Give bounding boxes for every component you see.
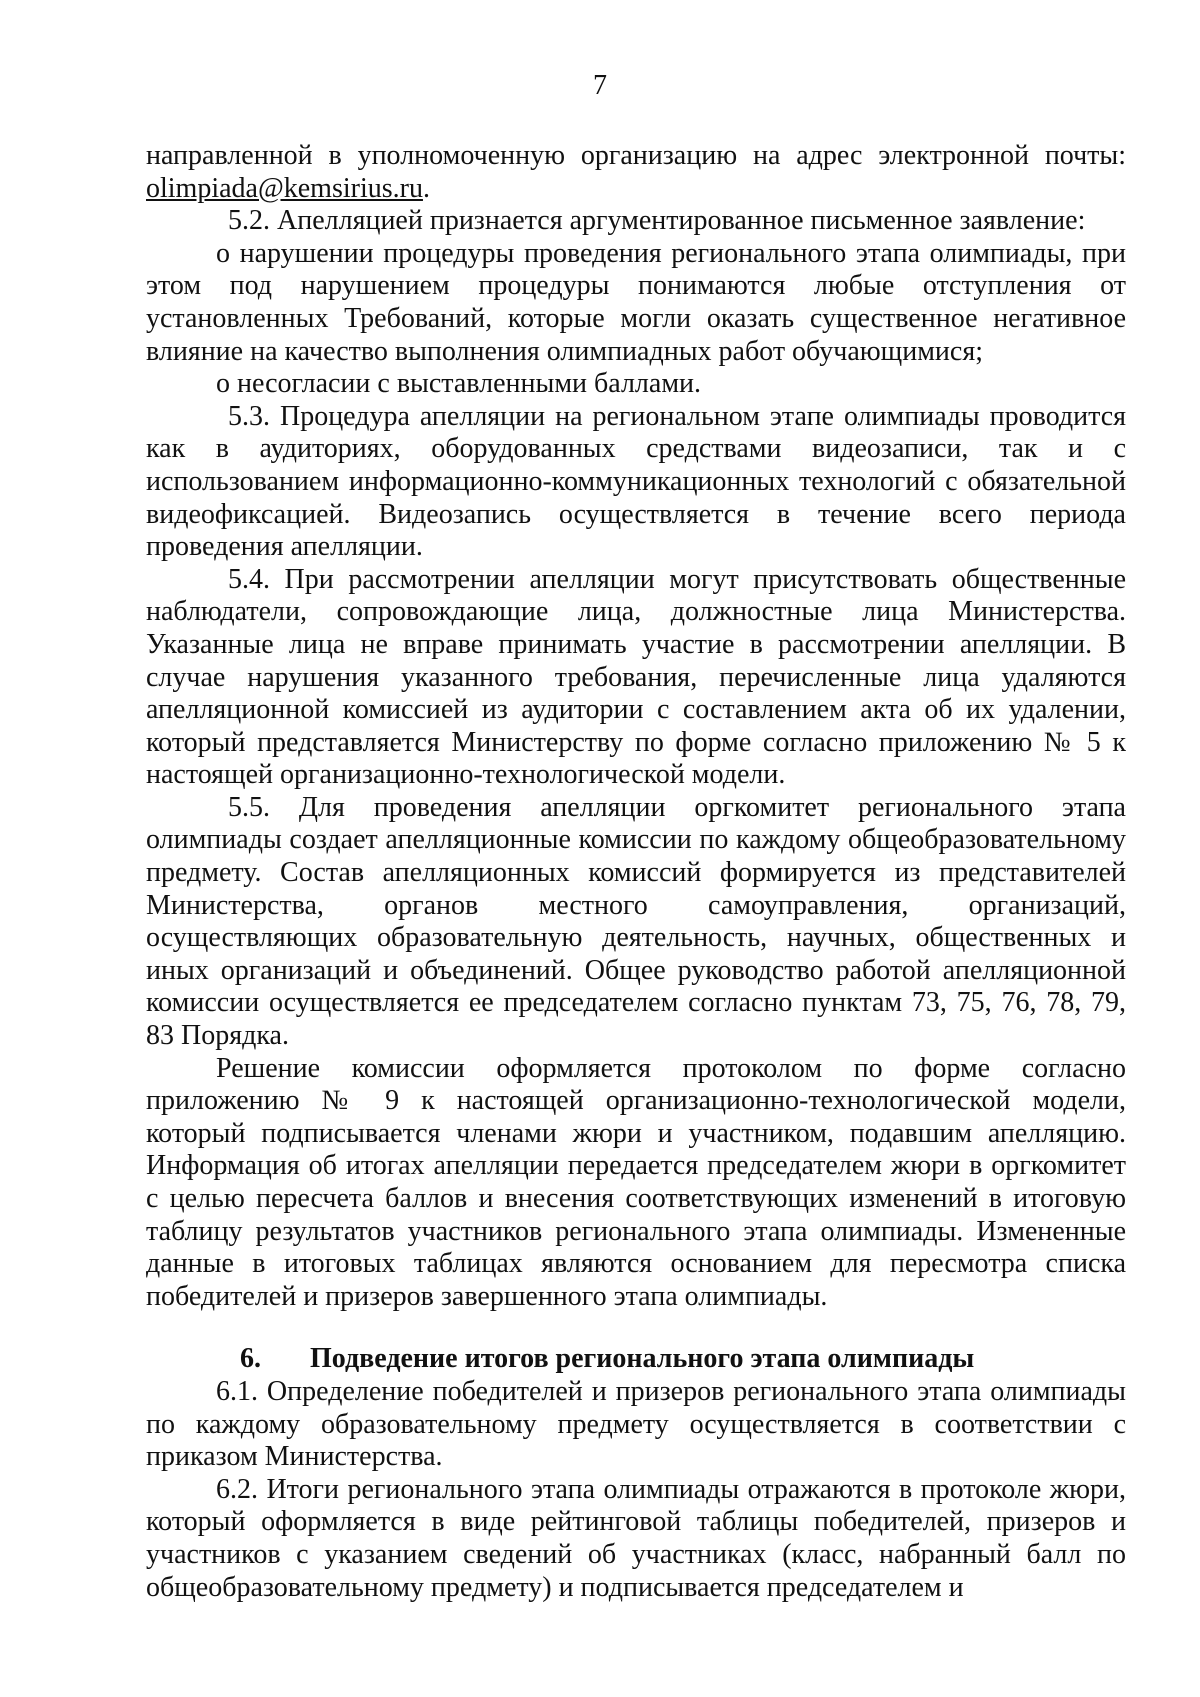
section-title: Подведение итогов регионального этапа олимпиады [310, 1343, 975, 1375]
email-link[interactable]: olimpiada@kemsirius.ru [146, 172, 423, 204]
paragraph-6-2: 6.2. Итоги регионального этапа олимпиады отражаются в протоколе жюри, который оформляется в виде рейтинговой таблицы победителей, призеров и участников с указанием сведений об участниках (класс, набранный балл по общеобразовательному предмету) и подписывается председателем и [146, 1473, 1126, 1603]
paragraph-punct: . [422, 172, 430, 204]
paragraph-5-2-item-b: о несогласии с выставленными баллами. [216, 368, 702, 400]
spacer [146, 1313, 1126, 1343]
paragraph-text: направленной в уполномоченную организацию на адрес электронной почты: [146, 140, 1126, 171]
document-body [146, 140, 1126, 1604]
paragraph-5-5: 5.5. Для проведения апелляции оргкомитет регионального этапа олимпиады создает апелляционные комиссии по каждому общеобразовательному предмету. Состав апелляционных комиссий формируется из представителей Министерства, органов местного самоуправления, организаций, осуществляющих образовательную деятельность, научных, общественных и иных организаций и объединений. Общее руководство работой апелляционной комиссии осуществляется ее председателем согласно пунктам 73, 75, 76, 78, 79, 83 Порядка. [146, 791, 1126, 1052]
section-number: 6. [240, 1343, 261, 1375]
paragraph-6-1: 6.1. Определение победителей и призеров регионального этапа олимпиады по каждому образовательному предмету осуществляется в соответствии с приказом Министерства. [146, 1375, 1126, 1473]
paragraph-5-2-item-a: о нарушении процедуры проведения регионального этапа олимпиады, при этом под нарушением процедуры понимаются любые отступления от установленных Требований, которые могли оказать существенное негативное влияние на качество выполнения олимпиадных работ обучающимися; [146, 237, 1126, 367]
paragraph-5-4: 5.4. При рассмотрении апелляции могут присутствовать общественные наблюдатели, сопровождающие лица, должностные лица Министерства. Указанные лица не вправе принимать участие в рассмотрении апелляции. В случае нарушения указанного требования, перечисленные лица удаляются апелляционной комиссией из аудитории с составлением акта об их удалении, который представляется Министерству по форме согласно приложению № 5 к настоящей организационно-технологической модели. [146, 563, 1126, 791]
paragraph-5-3: 5.3. Процедура апелляции на региональном этапе олимпиады проводится как в аудиториях, оборудованных средствами видеозаписи, так и с использованием информационно-коммуникационных технологий с обязательной видеофиксацией. Видеозапись осуществляется в течение всего периода проведения апелляции. [146, 400, 1126, 563]
paragraph-continuation [146, 140, 1126, 205]
paragraph-5-2: 5.2. Апелляцией признается аргументированное письменное заявление: [228, 205, 1086, 237]
paragraph-5-5-decision: Решение комиссии оформляется протоколом по форме согласно приложению № 9 к настоящей организационно-технологической модели, который подписывается членами жюри и участником, подавшим апелляцию. Информация об итогах апелляции передается председателем жюри в оргкомитет с целью пересчета баллов и внесения соответствующих изменений в итоговую таблицу результатов участников регионального этапа олимпиады. Измененные данные в итоговых таблицах являются основанием для пересмотра списка победителей и призеров завершенного этапа олимпиады. [146, 1052, 1126, 1312]
section-heading [146, 1343, 1126, 1376]
page-number: 7 [593, 70, 607, 101]
